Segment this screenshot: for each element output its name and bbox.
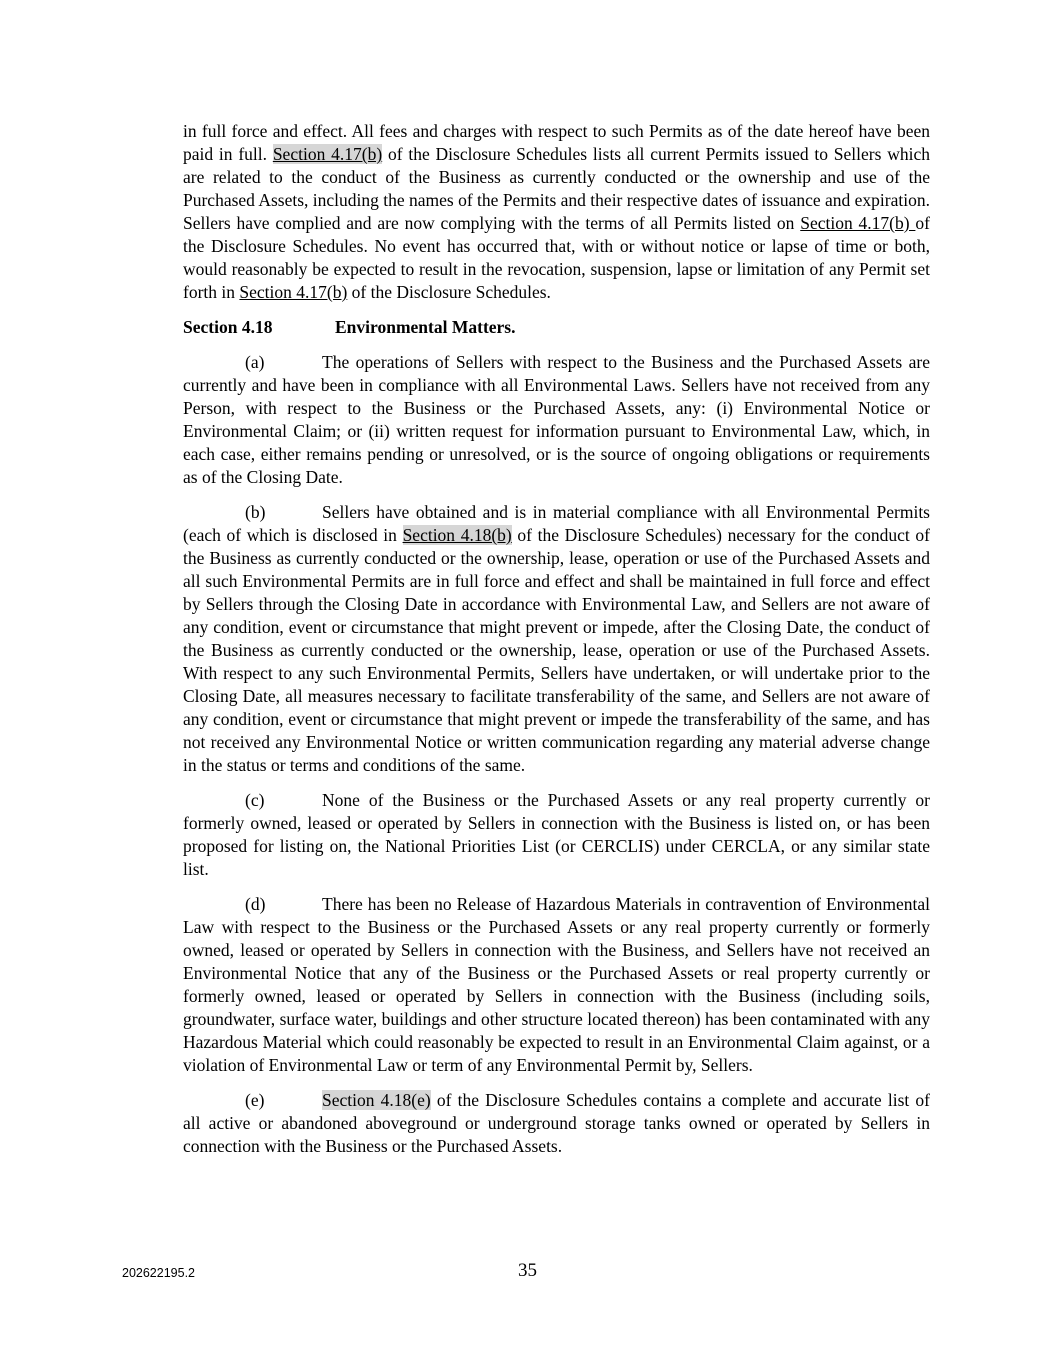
body-text: of the Disclosure Schedules contains a complete and accurate list of all active or abandoned aboveground or underground storage tanks owned or operated by Sellers in connection with the Business or the Purchased Assets. — [183, 1090, 930, 1156]
paragraph-letter: (e) — [245, 1090, 265, 1110]
paragraph-d — [183, 893, 930, 1077]
body-text: None of the Business or the Purchased Assets or any real property currently or formerly owned, leased or operated by Sellers in connection with the Business is listed on, or has been proposed for listing on, the National Priorities List (or CERCLIS) under CERCLA, or any similar state list. — [183, 790, 930, 879]
paragraph-b — [183, 501, 930, 777]
document-body — [183, 120, 930, 1170]
paragraph-letter: (a) — [245, 352, 265, 372]
paragraph-letter: (c) — [245, 790, 265, 810]
section-ref-4-17b-highlighted: Section 4.17(b) — [272, 144, 383, 164]
document-id-footer: 202622195.2 — [122, 1266, 195, 1280]
body-text: Sellers have obtained and is in material compliance with all Environmental Permits (each of which is disclosed in — [183, 502, 930, 545]
section-ref-4-17b-underlined: Section 4.17(b) — [239, 282, 348, 302]
paragraph-e — [183, 1089, 930, 1158]
paragraph-permits-continuation — [183, 120, 930, 304]
body-text: of the Disclosure Schedules. No event has occurred that, with or without notice or lapse of time or both, would reasonably be expected to result in the revocation, suspension, lapse or limitation of any Permit set forth in — [183, 213, 930, 302]
section-ref-4-18b-highlighted: Section 4.18(b) — [402, 525, 512, 545]
section-ref-4-17b-underlined: Section 4.17(b) — [800, 213, 916, 233]
paragraph-c — [183, 789, 930, 881]
page-number: 35 — [518, 1260, 537, 1281]
body-text: of the Disclosure Schedules. — [347, 282, 551, 302]
paragraph-letter: (d) — [245, 894, 266, 914]
body-text: of the Disclosure Schedules) necessary for the conduct of the Business as currently conducted or the ownership, lease, operation or use of the Purchased Assets and all such Environmental Permits are in full force and effect and shall be maintained in full force and effect by Sellers through the Closing Date in accordance with Environmental Law, and Sellers are not aware of any condition, event or circumstance that might prevent or impede, after the Closing Date, the conduct of the Business as currently conducted or the ownership, lease, operation or use of the Purchased Assets. With respect to any such Environmental Permits, Sellers have undertaken, or will undertake prior to the Closing Date, all measures necessary to facilitate transferability of the same, and Sellers are not aware of any condition, event or circumstance that might prevent or impede the transferability of the same, and has not received any Environmental Notice or written communication regarding any material adverse change in the status or terms and conditions of the same. — [183, 525, 930, 775]
paragraph-letter: (b) — [245, 502, 266, 522]
section-heading — [183, 316, 930, 339]
body-text: of the Disclosure Schedules lists all current Permits issued to Sellers which are related to the conduct of the Business as currently conducted or the ownership and use of the Purchased Assets, including the names of the Permits and their respective dates of issuance and expiration. Sellers have complied and are now complying with the terms of all Permits listed on — [183, 144, 930, 233]
body-text: The operations of Sellers with respect to the Business and the Purchased Assets are currently and have been in compliance with all Environmental Laws. Sellers have not received from any Person, with respect to the Business or the Purchased Assets, any: (i) Environmental Notice or Environmental Claim; or (ii) written request for information pursuant to Environmental Law, which, in each case, either remains pending or unresolved, or is the source of ongoing obligations or requirements as of the Closing Date. — [183, 352, 930, 487]
paragraph-a — [183, 351, 930, 489]
body-text: There has been no Release of Hazardous Materials in contravention of Environmental Law with respect to the Business or the Purchased Assets or any real property currently or formerly owned, leased or operated by Sellers in connection with the Business, and Sellers have not received an Environmental Notice that any of the Business or the Purchased Assets or real property currently or formerly owned, leased or operated by Sellers in connection with the Business (including soils, groundwater, surface water, buildings and other structure located thereon) has been contaminated with any Hazardous Material which could reasonably be expected to result in an Environmental Claim against, or a violation of Environmental Law or term of any Environmental Permit by, Sellers. — [183, 894, 930, 1075]
body-text: in full force and effect. All fees and charges with respect to such Permits as of the date hereof have been paid in full. — [183, 121, 930, 164]
section-title: Environmental Matters. — [335, 317, 516, 337]
section-ref-4-18e-highlighted: Section 4.18(e) — [322, 1090, 431, 1110]
section-number: Section 4.18 — [183, 317, 273, 337]
